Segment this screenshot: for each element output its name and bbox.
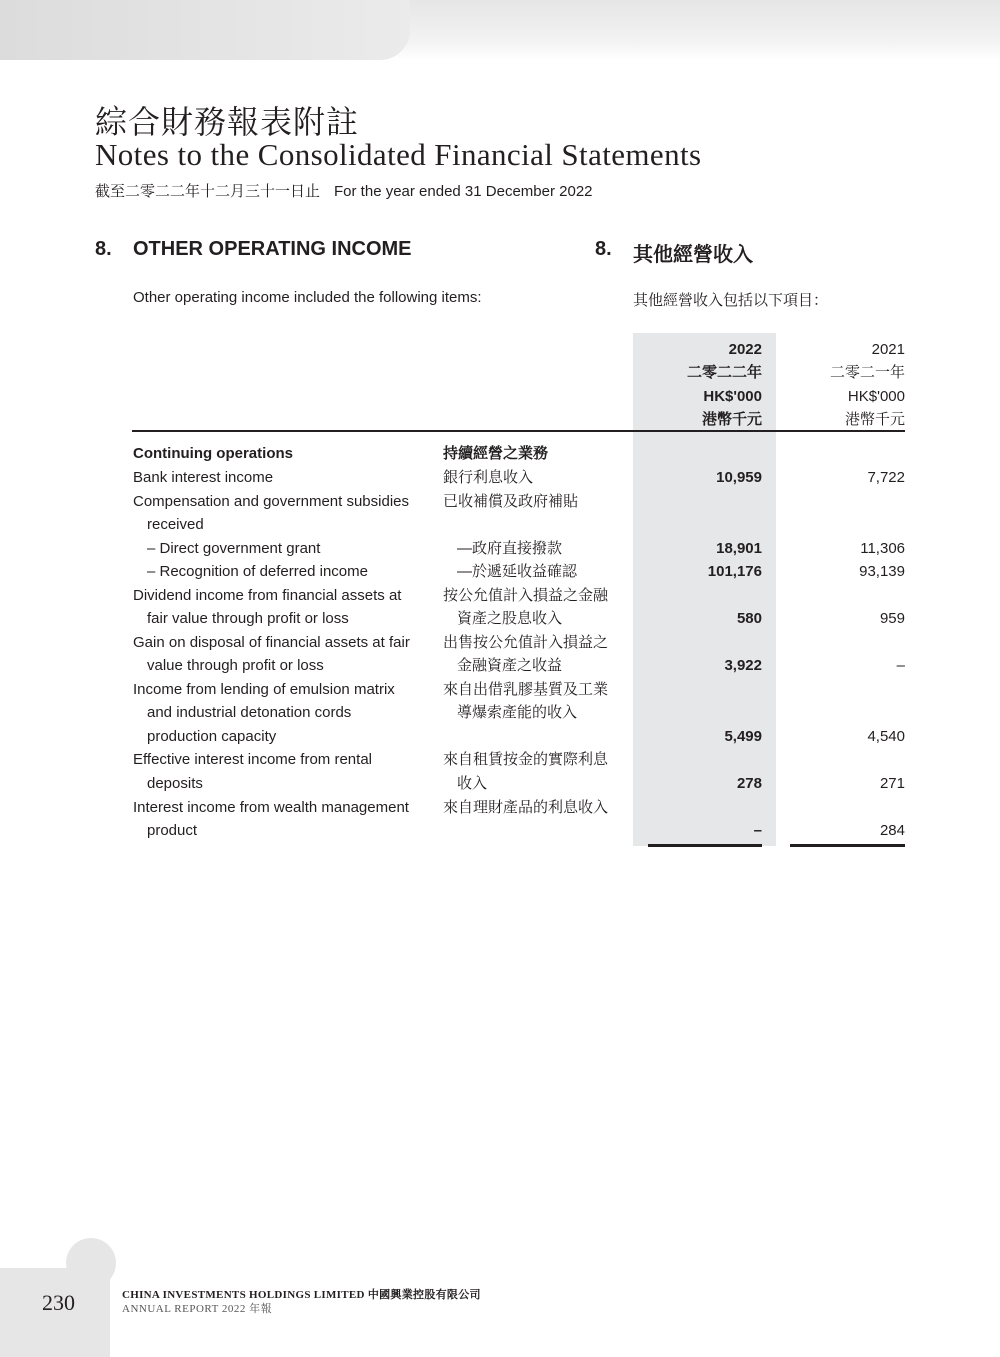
row-deferred-income-2021: 93,139 (859, 563, 905, 580)
table-header-rule (132, 430, 905, 432)
col-header-current-unit: HK$'000 (703, 388, 762, 405)
row-wealth-mgmt-en-1: Interest income from wealth management (133, 799, 409, 816)
row-disposal-gain-2021: – (896, 657, 905, 674)
top-decorative-band (0, 0, 1000, 60)
row-direct-grant-2022: 18,901 (716, 540, 762, 557)
col-header-prior-year-cn: 二零二一年 (829, 364, 905, 381)
col-header-current-year: 2022 (728, 341, 762, 358)
table-heading-en: Continuing operations (133, 445, 293, 462)
col-header-prior-year: 2021 (871, 341, 905, 358)
row-bank-interest-2022: 10,959 (716, 469, 762, 486)
row-direct-grant-cn: —政府直接撥款 (457, 540, 563, 557)
row-emulsion-lending-2021: 4,540 (867, 728, 905, 745)
row-rental-deposit-cn-2: 收入 (457, 775, 488, 792)
row-dividend-2021: 959 (879, 610, 905, 627)
row-compensation-cn: 已收補償及政府補貼 (443, 493, 579, 510)
row-disposal-gain-en-2: value through profit or loss (147, 657, 324, 674)
row-deferred-income-2022: 101,176 (707, 563, 762, 580)
footer-company-name: CHINA INVESTMENTS HOLDINGS LIMITED 中國興業控股有限公司 (122, 1289, 481, 1301)
period-en: For the year ended 31 December 2022 (334, 183, 593, 200)
row-direct-grant-en: – Direct government grant (147, 540, 321, 557)
col-header-prior-unit-cn: 港幣千元 (844, 411, 905, 428)
row-emulsion-lending-2022: 5,499 (724, 728, 762, 745)
row-emulsion-lending-en-1: Income from lending of emulsion matrix (133, 681, 395, 698)
row-emulsion-lending-cn-1: 來自出借乳膠基質及工業 (443, 681, 609, 698)
intro-cn: 其他經營收入包括以下項目： (633, 292, 829, 309)
total-rule-2022 (648, 844, 762, 847)
page-title-en: Notes to the Consolidated Financial Statements (95, 137, 702, 172)
row-wealth-mgmt-2022: – (753, 822, 762, 839)
row-wealth-mgmt-en-2: product (147, 822, 198, 839)
row-disposal-gain-en-1: Gain on disposal of financial assets at fair (133, 634, 410, 651)
row-emulsion-lending-en-3: production capacity (147, 728, 277, 745)
section-title-en: OTHER OPERATING INCOME (133, 238, 412, 260)
row-disposal-gain-cn-1: 出售按公允值計入損益之 (443, 634, 609, 651)
row-deferred-income-en: – Recognition of deferred income (147, 563, 368, 580)
footer-circle-decoration (66, 1238, 116, 1288)
row-wealth-mgmt-cn: 來自理財產品的利息收入 (443, 799, 609, 816)
page-title-cn: 綜合財務報表附註 (95, 103, 360, 141)
top-band-shade (0, 0, 410, 60)
row-rental-deposit-en-1: Effective interest income from rental (133, 751, 372, 768)
row-bank-interest-en: Bank interest income (133, 469, 274, 486)
row-deferred-income-cn: —於遞延收益確認 (457, 563, 578, 580)
section-title-cn: 其他經營收入 (633, 244, 753, 266)
row-dividend-cn-1: 按公允值計入損益之金融 (443, 587, 609, 604)
row-disposal-gain-2022: 3,922 (724, 657, 762, 674)
section-number-en: 8. (95, 238, 112, 260)
period-subtitle (95, 180, 593, 201)
row-bank-interest-2021: 7,722 (867, 469, 905, 486)
col-header-prior-unit: HK$'000 (847, 388, 905, 405)
row-disposal-gain-cn-2: 金融資產之收益 (457, 657, 563, 674)
row-dividend-en-1: Dividend income from financial assets at (133, 587, 402, 604)
section-number-cn: 8. (595, 238, 612, 260)
row-rental-deposit-cn-1: 來自租賃按金的實際利息 (443, 751, 609, 768)
table-heading-cn: 持續經營之業務 (443, 445, 549, 462)
row-dividend-cn-2: 資產之股息收入 (457, 610, 563, 627)
row-compensation-en-1: Compensation and government subsidies (133, 493, 409, 510)
period-cn: 截至二零二二年十二月三十一日止 (95, 183, 321, 200)
row-direct-grant-2021: 11,306 (860, 540, 905, 557)
row-emulsion-lending-en-2: and industrial detonation cords (147, 704, 352, 721)
col-header-current-year-cn: 二零二二年 (686, 364, 762, 381)
intro-en: Other operating income included the following items: (133, 289, 482, 306)
footer-report-name: ANNUAL REPORT 2022 年報 (122, 1303, 273, 1315)
row-wealth-mgmt-2021: 284 (879, 822, 905, 839)
row-dividend-2022: 580 (736, 610, 762, 627)
row-compensation-en-2: received (147, 516, 204, 533)
total-rule-2021 (790, 844, 905, 847)
row-rental-deposit-2021: 271 (879, 775, 905, 792)
row-rental-deposit-2022: 278 (736, 775, 762, 792)
row-bank-interest-cn: 銀行利息收入 (443, 469, 534, 486)
col-header-current-unit-cn: 港幣千元 (701, 411, 762, 428)
row-rental-deposit-en-2: deposits (147, 775, 203, 792)
row-dividend-en-2: fair value through profit or loss (147, 610, 349, 627)
row-emulsion-lending-cn-2: 導爆索產能的收入 (457, 704, 578, 721)
page-number: 230 (42, 1290, 75, 1315)
